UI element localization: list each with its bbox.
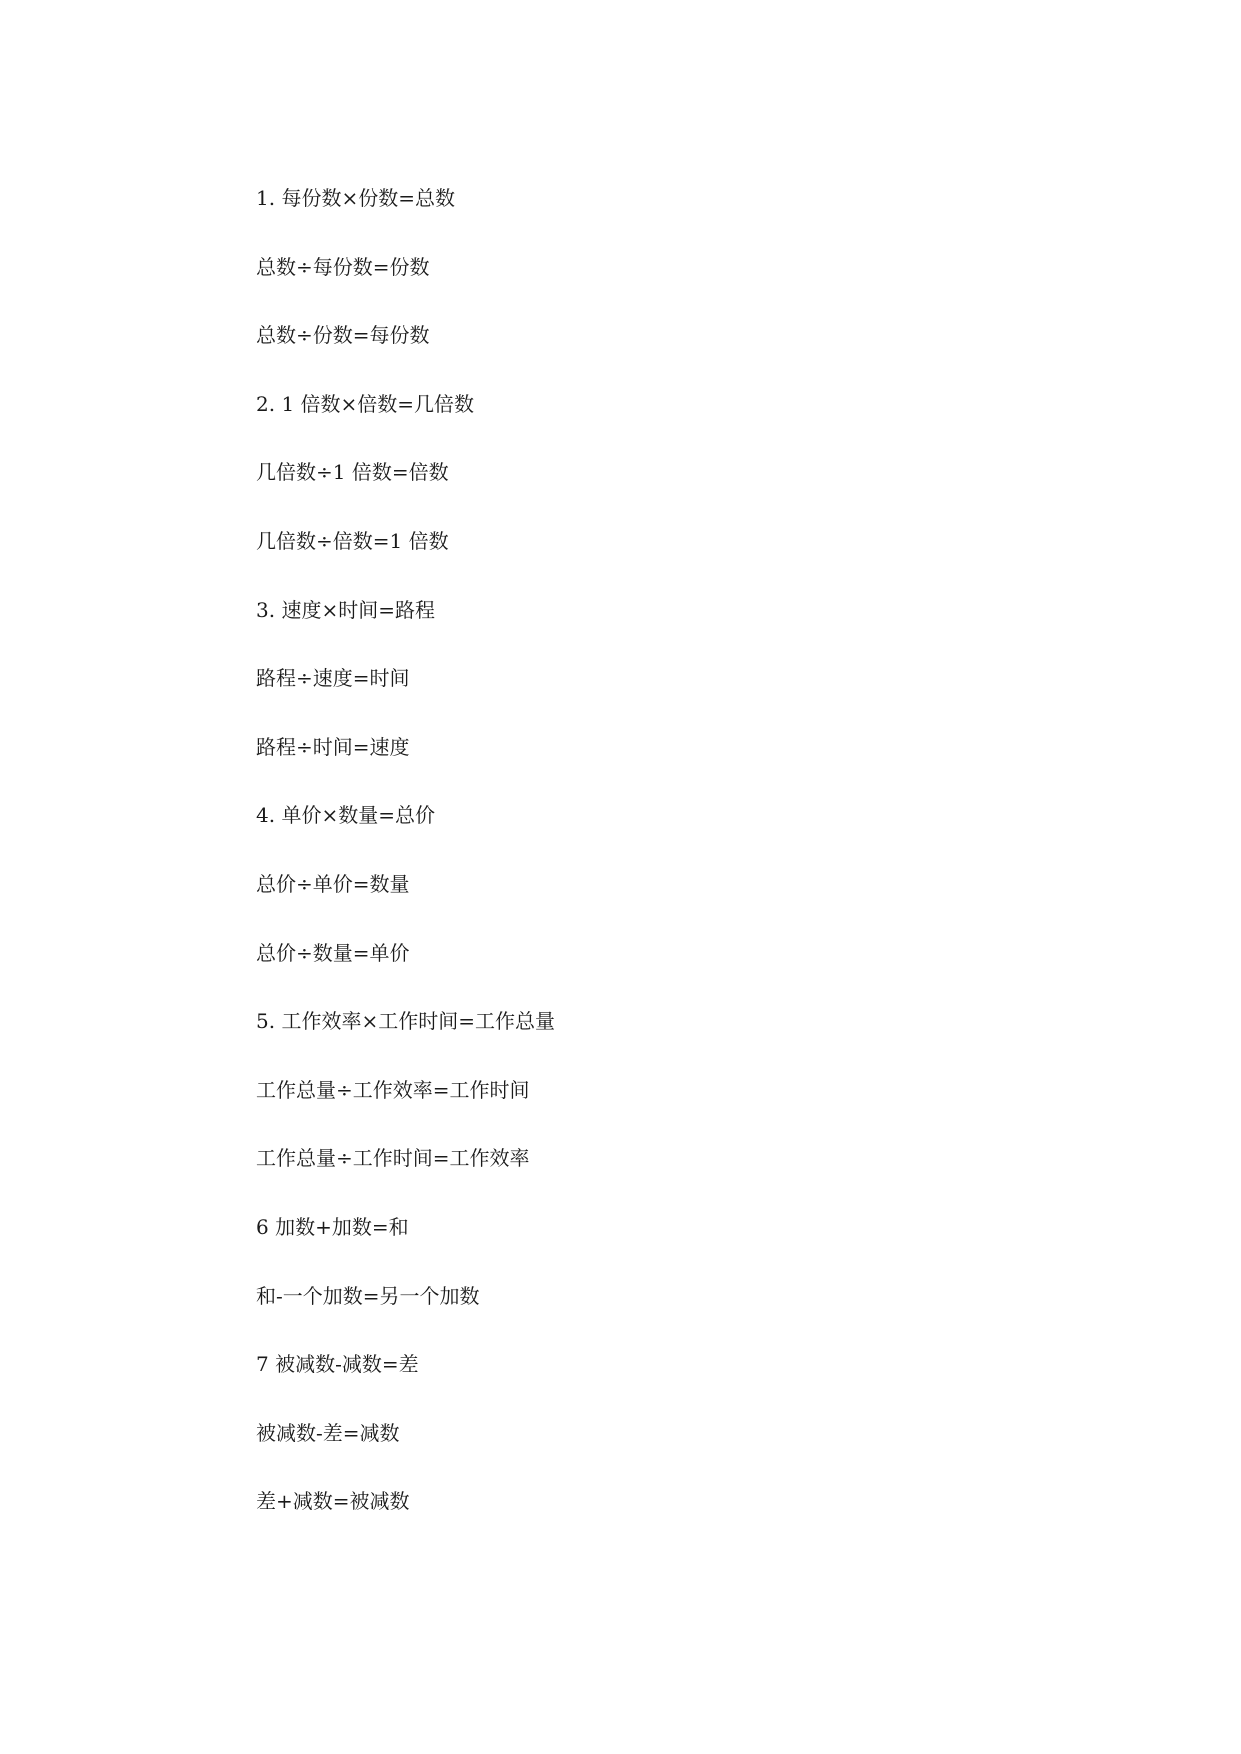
formula-line-4-3: 总价÷数量=单价	[256, 940, 410, 965]
formula-line-2-1: 2. 1 倍数×倍数=几倍数	[256, 391, 475, 416]
formula-line-4-2: 总价÷单价=数量	[256, 871, 410, 896]
formula-line-1-1: 1. 每份数×份数=总数	[256, 186, 455, 210]
formula-line-3-1: 3. 速度×时间=路程	[256, 597, 435, 622]
formula-line-7-3: 差+减数=被减数	[256, 1489, 410, 1514]
formula-line-5-2: 工作总量÷工作效率=工作时间	[256, 1077, 530, 1102]
formula-list	[256, 180, 555, 1552]
formula-line-6-2: 和-一个加数=另一个加数	[256, 1283, 480, 1308]
formula-line-3-2: 路程÷速度=时间	[256, 666, 410, 691]
formula-line-7-2: 被减数-差=减数	[256, 1420, 400, 1445]
formula-line-6-1: 6 加数+加数=和	[256, 1214, 409, 1239]
formula-line-3-3: 路程÷时间=速度	[256, 734, 410, 759]
formula-line-5-3: 工作总量÷工作时间=工作效率	[256, 1146, 530, 1171]
formula-line-2-3: 几倍数÷倍数=1 倍数	[256, 528, 449, 553]
formula-line-7-1: 7 被减数-减数=差	[256, 1352, 419, 1377]
formula-line-1-3: 总数÷份数=每份数	[256, 323, 430, 348]
formula-line-1-2: 总数÷每份数=份数	[256, 254, 430, 279]
formula-line-5-1: 5. 工作效率×工作时间=工作总量	[256, 1009, 555, 1034]
formula-line-4-1: 4. 单价×数量=总价	[256, 803, 435, 828]
formula-line-2-2: 几倍数÷1 倍数=倍数	[256, 460, 449, 485]
